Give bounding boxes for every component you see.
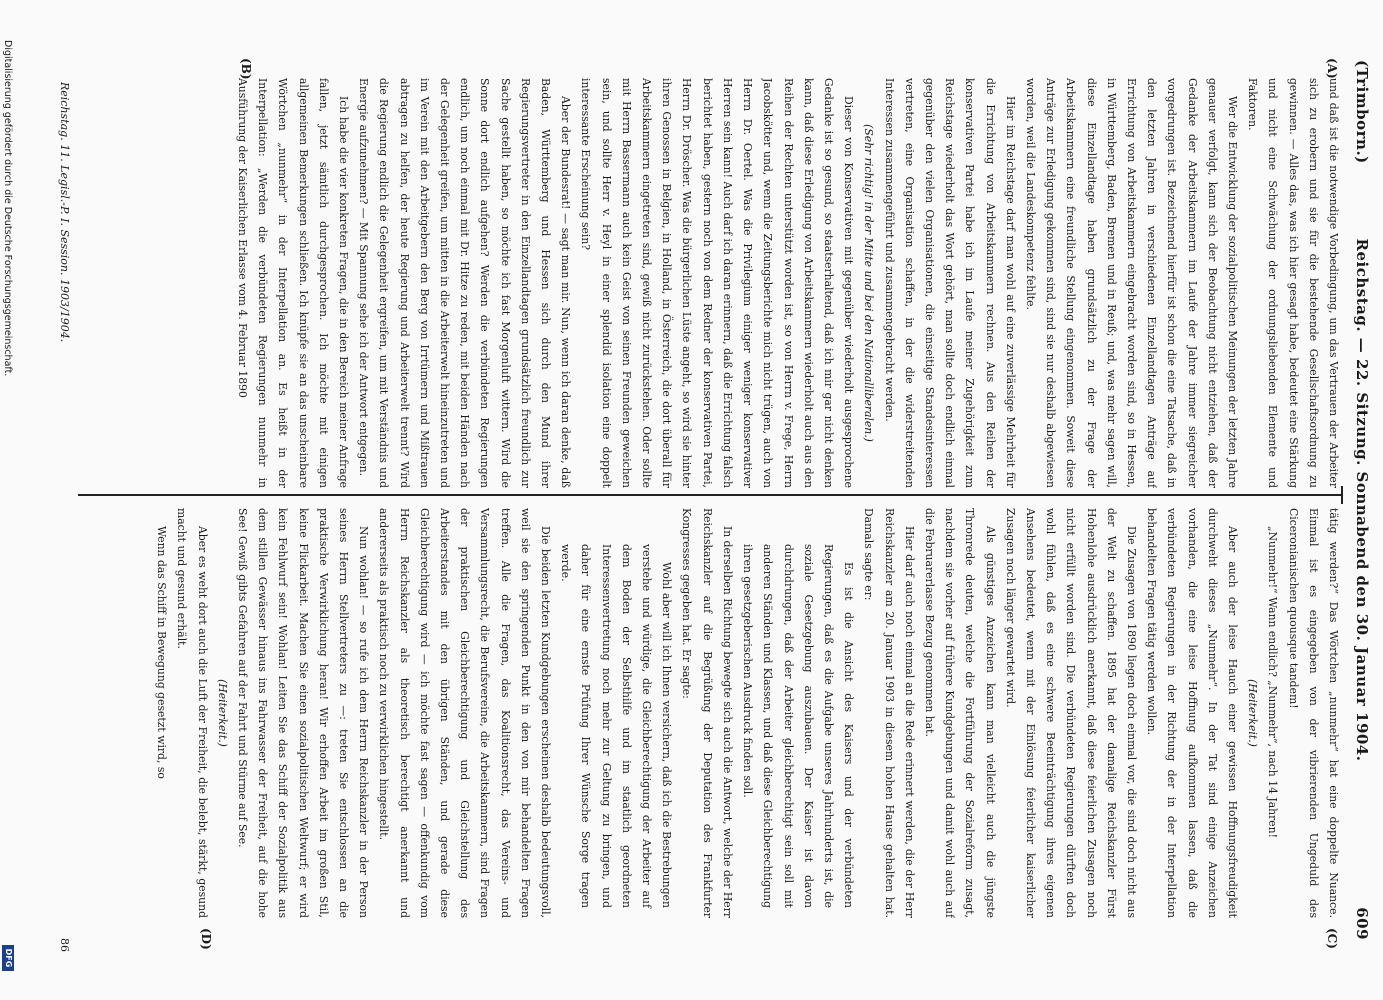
left-column — [78, 78, 1343, 488]
margin-mark-c: (C) — [1325, 928, 1339, 949]
paragraph: Die Zusagen von 1890 liegen doch einmal vor, die sind doch nicht aus der Welt zu schaffen. 1895 hat der damalige Reichskanzler Fürst Hohenlohe ausdrücklich anerkannt, daß diese feierlichen Zusagen noch nicht erfüllt worden sind. Die verbündeten Regierungen dürften doch wohl fühlen, daß es eine schwere Beeinträchtigung ihres eigenen Ansehens bedeutet, wenn mit der Einlösung feierlicher kaiserlicher Zusagen noch länger gewartet wird. — [1003, 508, 1138, 918]
margin-mark-b: (B) — [239, 58, 253, 80]
digitization-notice: Digitalisierung gefördert durch die Deutsche Forschungsgemeinschaft. — [2, 40, 13, 377]
paragraph: Nun wohlan! — so rufe ich dem Herrn Reichskanzler in der Person seines Herrn Stellvertreters zu —: treten Sie entschlossen an die praktische Verwirklichung heran! Wir erhoffen Arbeit im großen Stil, keine Flickarbeit. Machen Sie einen sozialpolitischen Weltwurf; er wird kein Fehlwurf sein! Wohlan! Leiten Sie das Schiff der Sozialpolitik aus dem stillen Gewässer hinaus ins Fahrwasser der Freiheit, auf die hohe See! Gewiß gibts Gefahren auf der Fahrt und Stürme auf See. — [236, 508, 371, 918]
paragraph: Aber auch der leise Hauch einer gewissen Hoffnungsfreudigkeit durchweht dieses „Nunmehr“. In der Tat sind einige Anzeichen vorhanden, die eine leise Hoffnung aufkommen lassen, daß die verbündeten Regierungen in der Richtung der in der Interpellation behandelten Fragen tätig werden wollen. — [1145, 508, 1239, 918]
margin-mark-a: (A) — [1325, 58, 1339, 79]
paragraph: „Nunmehr!“ Wann endlich? „Nunmehr“, nach 14 Jahren! — [1266, 526, 1280, 838]
footer-signature-number: 86 — [58, 938, 71, 952]
paragraph: Als günstiges Anzeichen kann man vielleicht auch die jüngste Thronrede deuten, welche die Fortführung der Sozialreform zusagt, nachdem sie vorher auf frühere Kundgebungen und damit wohl auch auf die Februarerlasse Bezug genommen hat. — [922, 508, 997, 918]
margin-mark-d: (D) — [199, 928, 213, 950]
header-title: Reichstag. — 22. Sitzung. Sonnabend den 30. Januar 1904. — [1353, 238, 1371, 762]
column-divider-cap — [1341, 486, 1343, 504]
header-speaker-tag: (Trimborn.) — [1353, 60, 1371, 164]
paragraph: In derselben Richtung bewegte sich auch die Antwort, welche der Herr Reichskanzler auf die Begrüßung der Deputation des Frankfurter Kongresses gegeben hat. Er sagte: — [680, 508, 734, 918]
paragraph: Ich habe die vier konkreten Fragen, die in den Bereich meiner Anfrage fallen, jetzt sämtlich durchgesprochen. Ich möchte mit einigen allgemeinen Bemerkungen schließen. Ich knüpfe sie an das unscheinbare Wörtchen „nunmehr“ in der Interpellation an. Es heißt in der Interpellation: „Werden die verbündeten Regierungen nunmehr in Ausführung der Kaiserlichen Erlasse vom 4. Februar 1890 — [236, 78, 351, 488]
dfg-logo: DFG — [2, 945, 14, 971]
quotation: Es ist die Ansicht des Kaisers und der verbündeten Regierungen, daß es die Aufgabe unseres Jahrhunderts ist, die soziale Gesetzgebung auszubauen. Der Kaiser ist davon durchdrungen, daß der Arbeiter gleichberechtigt sein soll mit anderen Ständen und Klassen, und daß diese Gleichberechtigung ihren gesetzgeberischen Ausdruck finden soll. — [741, 544, 856, 908]
quotation: Wohl aber will ich Ihnen versichern, daß ich die Bestrebungen verstehe und würdige, die Gleichberechtigung der Arbeiter auf dem Boden der Selbsthilfe und im staatlich geordneten Interessenvertretung noch mehr zur Geltung zu bringen, und daher für eine ernste Prüfung Ihrer Wünsche Sorge tragen werde. — [559, 544, 674, 908]
footer-session-info: Reichstag. 11. Legisl.-P. I. Session. 1903/1904. — [58, 82, 71, 343]
page-header — [1349, 60, 1375, 940]
paragraph: Wenn das Schiff in Bewegung gesetzt wird, so — [155, 526, 169, 779]
stage-direction: (Sehr richtig! in der Mitte und bei den Nationalliberalen.) — [862, 124, 876, 442]
stage-direction: (Heiterkeit.) — [215, 679, 229, 747]
column-divider — [78, 494, 1343, 496]
right-column — [78, 508, 1343, 918]
paragraph: Hier darf auch noch einmal an die Rede erinnert werden, die der Herr Reichskanzler am 20. Januar 1903 in diesem hohen Hause gehalten hat. Damals sagte er: — [862, 508, 916, 918]
paragraph: tätig werden?“ Das Wörtchen „nunmehr“ hat eine doppelte Nuance. Einmal ist es eingegeben von der vibrierenden Ungeduld des Ciceronianischen quousque tandem! — [1286, 508, 1340, 918]
paragraph: Aber es weht dort auch die Luft der Freiheit, die belebt, stärkt, gesund macht und gesund erhält. — [175, 508, 209, 918]
paragraph: Dieser von Konservativen mit gegenüber wiederholt ausgesprochene Gedanke ist so gesund, so staatserhaltend, daß ich mir gar nicht denken kann, daß diese Erledigung von Arbeitskammern wiederholt auch aus den Reihen der Rechten unterstützt worden ist, so von Herrn v. Frege, Herrn Jacobskötter und, wenn die Zeitungsberichte mich nicht trügen, auch von Herrn Dr. Oertel. Was die Privilegium einiger weniger konservativer Herren sein kann! Auch darf ich daran erinnern, daß die Errichtung falsch berichtet haben, gestern noch von dem Redner der konservativen Partei, Herrn Dr. Dröscher. Was die bürgerlichen Lüste angeht, so wird sie hinter ihren Genossen in Belgien, in Holland, in Österreich, die dort überall für Arbeitskammern eingetreten sind, gewiß nicht zurückstehen. Oder sollte mit Herrn Bassermann auch kein Geist von seinen Freunden geweichen sein, und sollte Herr v. Heyl in einer splendid isolation eine doppelt interessante Erscheinung sein? — [579, 78, 856, 488]
stage-direction: (Heiterkeit.) — [1246, 679, 1260, 747]
header-page-number: 609 — [1353, 907, 1371, 940]
paragraph: und daß ist die notwendige Vorbedingung, um das Vertrauen der Arbeiter sich zu erobern und sie für die bestehende Gesellschaftsordnung zu gewinnen. — Alles das, was ich hier gesagt habe, bedeutet eine Stärkung und nicht eine Schwächung der ordnungsliebenden Elemente und Faktoren. — [1246, 78, 1340, 488]
paragraph: Aber der Bundesrat! — sagt man mir. Nun, wenn ich daran denke, daß Baden, Württemberg und Hessen sich durch den Mund ihrer Regierungsvertreter in den Einzellandtagen grundsätzlich freundlich zur Sache gestellt haben, so möchte ich fast Morgenluft wittern. Wird die Sonne dort endlich aufgehen? Werden die verbündeten Regierungen endlich, um noch einmal mit Dr. Hitze zu reden, mit beiden Händen nach der Gelegenheit greifen, um mitten in die Arbeiterwelt hineinzutreten und im Verein mit den Arbeitgebern den Berg von Irrtümern und Mißtrauen abtragen zu helfen, der heute Regierung und Arbeiterwelt trennt? Wird die Regierung endlich die Gelegenheit ergreifen, um mit Verständnis und Energie aufzunehmen? — Mit Spannung sehe ich der Antwort entgegen. — [357, 78, 573, 488]
paragraph: Wer die Entwicklung der sozialpolitischen Meinungen der letzten Jahre genauer verfolgt, kann sich der Beobachtung nicht entziehen, daß der Gedanke der Arbeitskammern im Laufe der Jahre immer siegreicher vorgedrungen ist. Bezeichnend hierfür ist schon die eine Tatsache, daß in den letzten Jahren in verschiedenen Einzellandtagen Anträge auf Errichtung von Arbeitskammern eingebracht worden sind, so in Hessen, in Württemberg, Baden, Bremen und in Reuß; und, was mehr sagen will, diese Einzellandtage haben grundsätzlich zu der Frage der Arbeitskammern eine freundliche Stellung eingenommen. Soweit diese Anträge zur Erledigung gekommen sind, sind sie nur deshalb abgewiesen worden, weil die Landeskompetenz fehlte. — [1023, 78, 1239, 488]
paragraph: Hier im Reichstage darf man wohl auf eine zuverlässige Mehrheit für die Errichtung von Arbeitskammern rechnen. Aus den Reihen der konservativen Partei habe ich im Laufe meiner Zugehörigkeit zum Reichstage wiederholt das Wort gehört, man sollte doch endlich einmal gegenüber den vielen Organisationen, die einseitige Standesinteressen vertreten, eine Organisation schaffen, in der die widerstreitenden Interessen zusammengeführt und zusammengebracht werden. — [882, 78, 1017, 488]
paragraph: Die beiden letzten Kundgebungen erscheinen deshalb bedeutungsvoll, weil sie den springenden Punkt in den von mir behandelten Fragen treffen. Alle die Fragen, das Koalitionsrecht, das Vereins- und Versammlungsrecht, die Berufsvereine, die Arbeitskammern, sind Fragen der praktischen Gleichberechtigung und Gleichstellung des Arbeiterstandes mit den übrigen Ständen, und gerade diese Gleichberechtigung wird — ich möchte fast sagen — offenkundig vom Herrn Reichskanzler als theoretisch berechtigt anerkannt und andererseits als praktisch noch zu verwirklichen hingestellt. — [377, 508, 553, 918]
